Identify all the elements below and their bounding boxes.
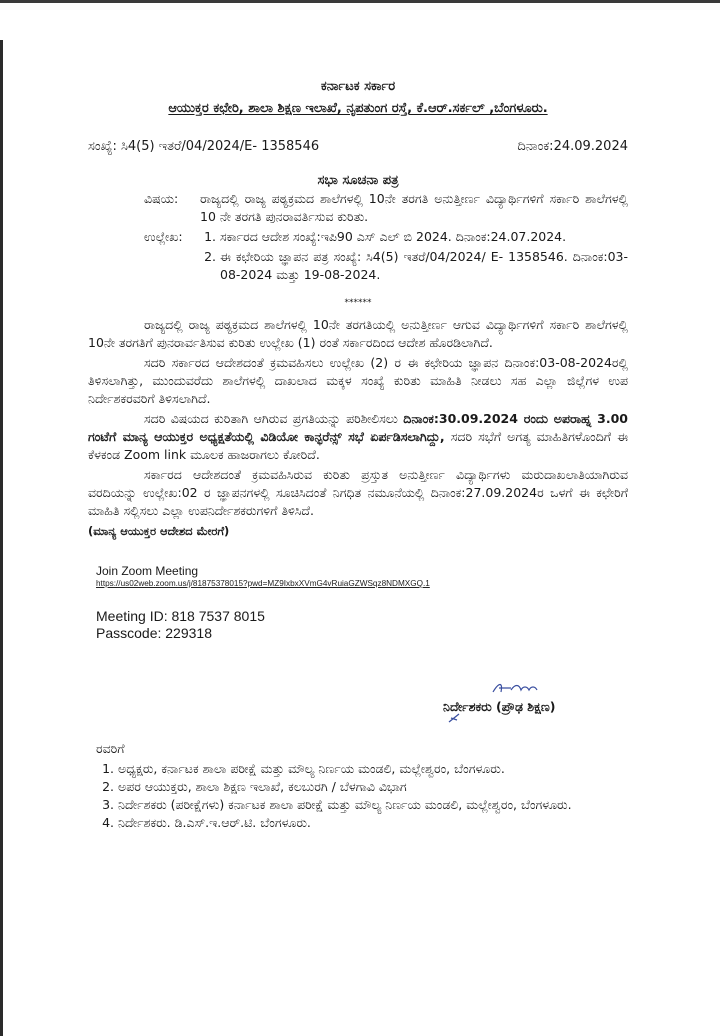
- meeting-schedule: ದಿನಾಂಕ:30.09.2024 ರಂದು ಅಪರಾಹ್ನ 3.00 ಗಂಟೆಗೆ ಮಾನ್ಯ ಆಯುಕ್ತರ ಅಧ್ಯಕ್ಷತೆಯಲ್ಲಿ ವಿಡಿಯೋ ಕಾನ್ಫರೆನ್ಸ್ ಸಭೆ ಏರ್ಪಡಿಸಲಾಗಿದ್ದು,: [88, 411, 628, 444]
- reference-item: 2. ಈ ಕಛೇರಿಯ ಜ್ಞಾಪನ ಪತ್ರ ಸಂಖ್ಯೆ: ಸಿ4(5) ಇತರೆ/04/2024/ E- 1358546. ದಿನಾಂಕ:03-08-2024 ಮತ್ತು 19-08-2024.: [220, 248, 628, 284]
- document-title: ಸಭಾ ಸೂಚನಾ ಪತ್ರ: [317, 173, 399, 188]
- copy-recipient: 3. ನಿರ್ದೇಶಕರು (ಪರೀಕ್ಷೆಗಳು) ಕರ್ನಾಟಕ ಶಾಲಾ ಪರೀಕ್ಷೆ ಮತ್ತು ಮೌಲ್ಯ ನಿರ್ಣಯ ಮಂಡಲಿ, ಮಲ್ಲೇಶ್ವರಂ, ಬೆಂಗಳೂರು.: [118, 796, 636, 814]
- office-address: ಆಯುಕ್ತರ ಕಛೇರಿ, ಶಾಲಾ ಶಿಕ್ಷಣ ಇಲಾಖೆ, ನೃಪತುಂಗ ರಸ್ತೆ, ಕೆ.ಆರ್.ಸರ್ಕಲ್ ,ಬೆಂಗಳೂರು.: [168, 101, 548, 116]
- copies-section: [96, 740, 636, 832]
- subject-label: ವಿಷಯ:: [144, 191, 179, 206]
- signature-icon: [489, 680, 559, 698]
- references-label: ಉಲ್ಲೇಖ:: [144, 229, 183, 244]
- body-paragraph-1: ರಾಜ್ಯದಲ್ಲಿ ರಾಜ್ಯ ಪಠ್ಯಕ್ರಮದ ಶಾಲೆಗಳಲ್ಲಿ 10ನೇ ತರಗತಿಯಲ್ಲಿ ಅನುತ್ತೀರ್ಣ ಆಗುವ ವಿದ್ಯಾರ್ಥಿಗಳಿಗೆ ಸರ್ಕಾರಿ ಶಾಲೆಗಳಲ್ಲಿ 10ನೇ ತರಗತಿಗೆ ಪುನರಾರ್ವತಿಸುವ ಕುರಿತು ಉಲ್ಲೇಖ (1) ರಂತೆ ಸರ್ಕಾರದಿಂದ ಆದೇಶ ಹೊರಡಿಲಾಗಿದೆ.: [88, 317, 628, 350]
- body-paragraph-2: ಸದರಿ ಸರ್ಕಾರದ ಆದೇಶದಂತೆ ಕ್ರಮವಹಿಸಲು ಉಲ್ಲೇಖ (2) ರ ಈ ಕಛೇರಿಯ ಜ್ಞಾಪನ ದಿನಾಂಕ:03-08-2024ರಲ್ಲಿ ತಿಳಿಸಲಾಗಿತ್ತು, ಮುಂದುವರೆದು ಶಾಲೆಗಳಲ್ಲಿ ದಾಖಲಾದ ಮಕ್ಕಳ ಸಂಖ್ಯೆ ಕುರಿತು ಮಾಹಿತಿ ನೀಡಲು ಸಹ ಎಲ್ಲಾ ಜಿಲ್ಲೆಗಳ ಉಪ ನಿರ್ದೇಶಕರವರಿಗೆ ತಿಳಿಸಲಾಗಿದೆ.: [88, 355, 628, 406]
- passcode: Passcode: 229318: [96, 625, 212, 641]
- para3-rest: ಸದರಿ ಸಭೆಗೆ ಅಗತ್ಯ ಮಾಹಿತಿಗಳೊಂದಿಗೆ ಈ ಕೆಳಕಂಡ Zoom link ಮೂಲಕ ಹಾಜರಾಗಲು ಕೋರಿದೆ.: [88, 429, 628, 462]
- by-order-line: (ಮಾನ್ಯ ಆಯುಕ್ತರ ಆದೇಶದ ಮೇರಗೆ): [88, 524, 230, 538]
- document-date: ದಿನಾಂಕ:24.09.2024: [517, 139, 628, 154]
- zoom-link[interactable]: https://us02web.zoom.us/j/81875378015?pwd=MZ9IxbxXVmG4vRuiaGZWSqz8NDMXGQ.1: [96, 579, 430, 588]
- reference-item: 1. ಸರ್ಕಾರದ ಆದೇಶ ಸಂಖ್ಯೆ:ಇಪಿ90 ಎಸ್ ಎಲ್ ಬಿ 2024. ದಿನಾಂಕ:24.07.2024.: [220, 228, 628, 246]
- subject-text: ರಾಜ್ಯದಲ್ಲಿ ರಾಜ್ಯ ಪಠ್ಯಕ್ರಮದ ಶಾಲೆಗಳಲ್ಲಿ 10ನೇ ತರಗತಿ ಅನುತ್ತೀರ್ಣ ವಿದ್ಯಾರ್ಥಿಗಳಿಗೆ ಸರ್ಕಾರಿ ಶಾಲೆಗಳಲ್ಲಿ 10 ನೇ ತರಗತಿ ಪುನರಾವರ್ತಿಸುವ ಕುರಿತು.: [200, 191, 628, 224]
- copies-label: ರವರಿಗೆ: [96, 741, 125, 756]
- scan-edge-left: [0, 40, 3, 1036]
- meeting-id: Meeting ID: 818 7537 8015: [96, 608, 265, 624]
- signatory-designation: ನಿರ್ದೇಶಕರು (ಪ್ರೌಢ ಶಿಕ್ಷಣ): [443, 699, 556, 714]
- copy-recipient: 2. ಅಪರ ಆಯುಕ್ತರು, ಶಾಲಾ ಶಿಕ್ಷಣ ಇಲಾಖೆ, ಕಲಬುರಗಿ / ಬೆಳಗಾವಿ ವಿಭಾಗ: [118, 778, 636, 796]
- signature-block: [443, 680, 643, 724]
- reference-number: ಸಂಖ್ಯೆ: ಸಿ4(5) ಇತರೆ/04/2024/E- 1358546: [88, 139, 320, 154]
- government-name: ಕರ್ನಾಟಕ ಸರ್ಕಾರ: [320, 79, 396, 94]
- copies-list: [96, 760, 636, 832]
- copy-recipient: 1. ಅಧ್ಯಕ್ಷರು, ಕರ್ನಾಟಕ ಶಾಲಾ ಪರೀಕ್ಷೆ ಮತ್ತು ಮೌಲ್ಯ ನಿರ್ಣಯ ಮಂಡಲಿ, ಮಲ್ಲೇಶ್ವರಂ, ಬೆಂಗಳೂರು.: [118, 760, 636, 778]
- copy-recipient: 4. ನಿರ್ದೇಶಕರು. ಡಿ.ಎಸ್.ಇ.ಆರ್.ಟಿ. ಬೆಂಗಳೂರು.: [118, 814, 636, 832]
- para3-intro: ಸದರಿ ವಿಷಯದ ಕುರಿತಾಗಿ ಆಗಿರುವ ಪ್ರಗತಿಯನ್ನು ಪರಿಶೀಲಿಸಲು: [144, 411, 398, 426]
- lower-section: [88, 0, 628, 1036]
- separator: ******: [344, 298, 372, 308]
- zoom-join-label: Join Zoom Meeting: [96, 564, 199, 578]
- body-paragraph-4: ಸರ್ಕಾರದ ಆದೇಶದಂತೆ ಕ್ರಮವಹಿಸಿರುವ ಕುರಿತು ಪ್ರಸ್ತುತ ಅನುತ್ತೀರ್ಣ ವಿದ್ಯಾರ್ಥಿಗಳು ಮರುದಾಖಲಾತಿಯಾಗಿರುವ ವರದಿಯನ್ನು ಉಲ್ಲೇಖ:02 ರ ಜ್ಞಾಪನಗಳಲ್ಲಿ ಸೂಚಿಸಿದಂತೆ ನಿಗಧಿತ ನಮೂನೆಯಲ್ಲಿ ದಿನಾಂಕ:27.09.2024ರ ಒಳಗೆ ಈ ಕಛೇರಿಗೆ ಮಾಹಿತಿ ಸಲ್ಲಿಸಲು ಎಲ್ಲಾ ಉಪನಿರ್ದೇಶಕರುಗಳಿಗೆ ತಿಳಿಸಿದೆ.: [88, 467, 628, 518]
